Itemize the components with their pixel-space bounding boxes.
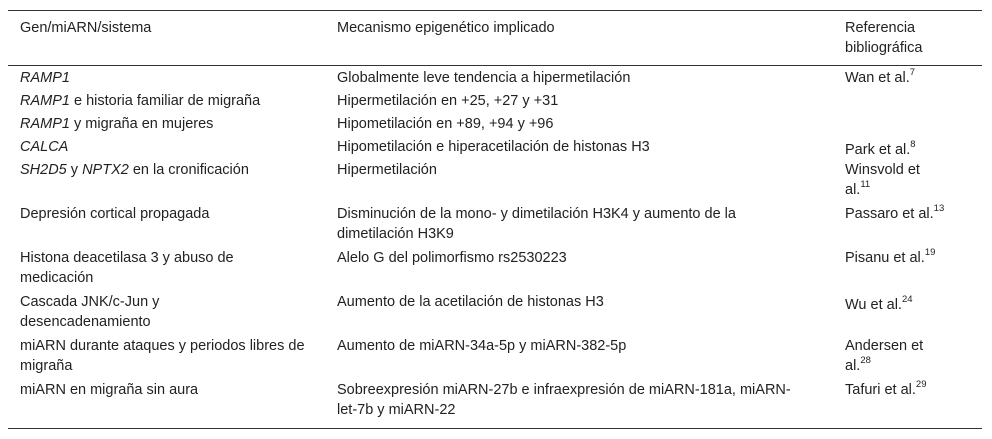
reference-cell: Wu et al.$^{24}$ (845, 294, 913, 313)
gene-name: CALCA (20, 139, 69, 155)
mechanism-cell: Aumento de la acetilación de histonas H3 (337, 294, 604, 310)
mechanism-cell: Hipometilación e hiperacetilación de histonas H3 (337, 139, 650, 155)
mechanism-cell: Hipometilación en +89, +94 y +96 (337, 116, 554, 132)
table-bottom-rule (8, 428, 982, 429)
reference-cell: Andersen et al.$^{28}$ (845, 338, 924, 374)
gene-cell (20, 137, 320, 157)
gene-name: NPTX2 (82, 162, 129, 178)
mechanism-cell: Globalmente leve tendencia a hipermetilación (337, 70, 631, 86)
gene-name: RAMP1 (20, 116, 70, 132)
reference-cell: Wan et al.$^7$ (845, 67, 916, 86)
table-top-rule (8, 10, 982, 11)
gene-cell: Cascada JNK/c-Jun y desencadenamiento (20, 294, 160, 330)
gene-cell: SH2D5 y NPTX2 en la cronificación (20, 162, 249, 178)
reference-cell: Passaro et al.$^{13}$ (845, 203, 945, 222)
gene-cell: Depresión cortical propagada (20, 206, 210, 222)
mechanism-cell: Hipermetilación en +25, +27 y +31 (337, 93, 559, 109)
gene-name: SH2D5 (20, 162, 67, 178)
mechanism-cell: Alelo G del polimorfismo rs2530223 (337, 250, 567, 266)
reference-cell: Park et al.$^8$ (845, 139, 916, 158)
gene-name: RAMP1 (20, 70, 70, 86)
gene-cell: RAMP1 e historia familiar de migraña (20, 93, 261, 109)
gene-cell: miARN durante ataques y periodos libres de migraña (20, 338, 305, 374)
mechanism-cell: Hipermetilación (337, 162, 437, 178)
gene-cell: RAMP1 y migraña en mujeres (20, 116, 214, 132)
gene-cell: Histona deacetilasa 3 y abuso de medicación (20, 250, 234, 286)
header-gene: Gen/miARN/sistema (20, 20, 152, 36)
header-bottom-rule (8, 65, 982, 66)
header-reference: Referencia bibliográfica (845, 20, 923, 56)
mechanism-cell: Disminución de la mono- y dimetilación H3K4 y aumento de la dimetilación H3K9 (337, 206, 736, 242)
gene-cell (20, 68, 320, 88)
gene-name: RAMP1 (20, 93, 70, 109)
mechanism-cell: Sobreexpresión miARN-27b e infraexpresión de miARN-181a, miARN-let-7b y miARN-22 (337, 382, 791, 418)
reference-cell: Winsvold et al.$^{11}$ (845, 162, 920, 198)
mechanism-cell: Aumento de miARN-34a-5p y miARN-382-5p (337, 338, 627, 354)
gene-cell: miARN en migraña sin aura (20, 382, 199, 398)
reference-cell: Pisanu et al.$^{19}$ (845, 247, 936, 266)
header-mechanism: Mecanismo epigenético implicado (337, 20, 555, 36)
reference-cell: Tafuri et al.$^{29}$ (845, 379, 927, 398)
